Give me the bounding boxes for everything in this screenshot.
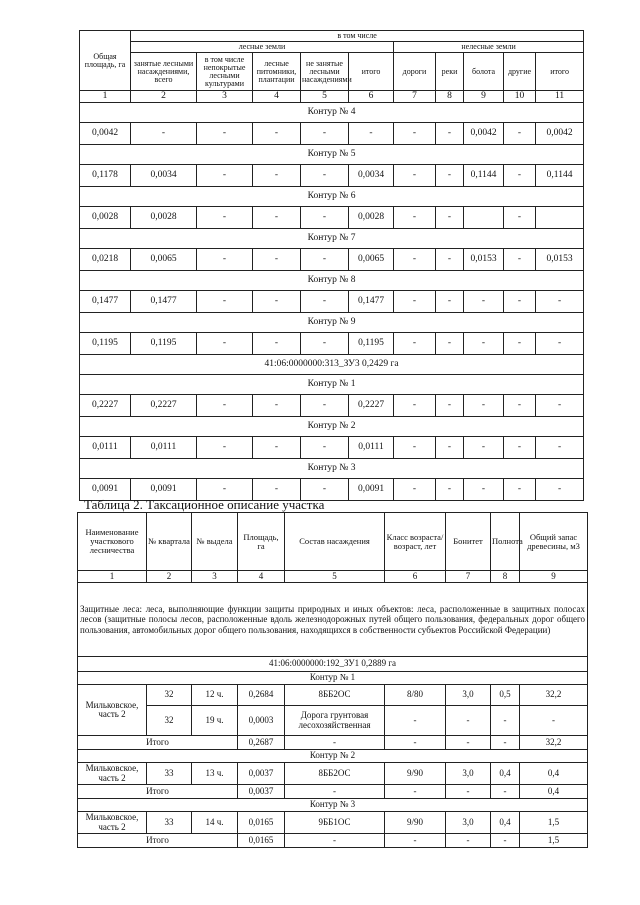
table-cell: 0,1144 xyxy=(464,165,504,187)
contour-label: Контур № 2 xyxy=(78,750,588,763)
cell-composition: 8ББ2ОС xyxy=(285,763,385,785)
total-age: - xyxy=(385,785,446,799)
table-cell: - xyxy=(464,333,504,355)
table-cell: - xyxy=(253,249,301,271)
table-row xyxy=(80,333,584,355)
contour-row xyxy=(78,672,588,685)
table-row xyxy=(80,123,584,145)
table-cell: - xyxy=(253,437,301,459)
table-cell: - xyxy=(394,395,436,417)
header-forest-land: лесные земли xyxy=(131,42,394,53)
section-row xyxy=(80,313,584,333)
table-cell: - xyxy=(504,395,536,417)
table-row xyxy=(80,437,584,459)
cell-composition: Дорога грунтовая лесохозяйственная xyxy=(285,706,385,736)
table-cell: - xyxy=(301,333,349,355)
table-cell: 0,0034 xyxy=(131,165,197,187)
header-bonitet: Бонитет xyxy=(446,513,491,571)
table-cell: - xyxy=(253,395,301,417)
contour-label: 41:06:0000000:313_ЗУ3 0,2429 га xyxy=(80,355,584,375)
column-number: 4 xyxy=(238,571,285,583)
table-cell: - xyxy=(301,207,349,229)
total-density: - xyxy=(491,736,520,750)
forestry-name: Мильковское, часть 2 xyxy=(78,763,147,785)
table-cell: 0,1144 xyxy=(536,165,584,187)
table-row xyxy=(78,812,588,834)
column-number: 1 xyxy=(80,91,131,103)
column-number: 9 xyxy=(464,91,504,103)
contour-label: Контур № 1 xyxy=(80,375,584,395)
total-area: 0,0037 xyxy=(238,785,285,799)
column-number: 9 xyxy=(520,571,588,583)
header-composition: Состав насаждения xyxy=(285,513,385,571)
cell-stock: 0,4 xyxy=(520,763,588,785)
table-cell: - xyxy=(504,165,536,187)
table-cell: - xyxy=(253,333,301,355)
table-cell: 0,0028 xyxy=(80,207,131,229)
contour-label: Контур № 8 xyxy=(80,271,584,291)
table-cell: - xyxy=(436,479,464,501)
total-label: Итого xyxy=(78,834,238,848)
header-swamps: болота xyxy=(464,53,504,91)
cell-age: 9/90 xyxy=(385,812,446,834)
header-area: Площадь, га xyxy=(238,513,285,571)
table-cell: - xyxy=(394,165,436,187)
table-row xyxy=(78,685,588,706)
table-cell: - xyxy=(504,123,536,145)
table-row xyxy=(80,165,584,187)
column-number: 8 xyxy=(436,91,464,103)
table-cell: - xyxy=(253,291,301,313)
contour-row xyxy=(78,799,588,812)
contour-label: Контур № 3 xyxy=(78,799,588,812)
cell-stock: 1,5 xyxy=(520,812,588,834)
header-other: другие xyxy=(504,53,536,91)
total-composition: - xyxy=(285,834,385,848)
header-section: № выдела xyxy=(192,513,238,571)
table-cell: - xyxy=(301,123,349,145)
table-cell: - xyxy=(504,207,536,229)
table-cell: 0,0042 xyxy=(80,123,131,145)
protective-forest-description: Защитные леса: леса, выполняющие функции защиты природных и иных объектов: леса, расположенные в защитных полосах лесов (защитные полосы лесов, расположенные вдоль железнодорожных путей общего пользования, федеральных дорог общего пользования, автомобильных дорог общего пользования, находящихся в собственности субъектов Российской Федерации) xyxy=(78,583,588,657)
header-forest-subtotal: итого xyxy=(349,53,394,91)
table-cell: 0,0153 xyxy=(464,249,504,271)
total-row xyxy=(78,785,588,799)
table-cell: - xyxy=(197,291,253,313)
total-composition: - xyxy=(285,736,385,750)
table-row xyxy=(78,763,588,785)
column-number: 7 xyxy=(446,571,491,583)
table-cell: - xyxy=(301,395,349,417)
table-cell: - xyxy=(131,123,197,145)
header-nurseries: лесные питомники, плантации xyxy=(253,53,301,91)
table-cell: - xyxy=(536,291,584,313)
contour-label: Контур № 1 xyxy=(78,672,588,685)
column-number: 6 xyxy=(349,91,394,103)
total-label: Итого xyxy=(78,785,238,799)
header-rivers: реки xyxy=(436,53,464,91)
table-cell: 0,0042 xyxy=(464,123,504,145)
table-cell: 0,2227 xyxy=(349,395,394,417)
table-cell xyxy=(536,207,584,229)
header-including: в том числе xyxy=(131,31,584,42)
header-unclosed: в том числе непокрытые лесными культурами xyxy=(197,53,253,91)
table-cell: - xyxy=(536,479,584,501)
contour-label: Контур № 4 xyxy=(80,103,584,123)
table-cell: - xyxy=(436,249,464,271)
table-cell: - xyxy=(253,123,301,145)
cell-density: 0,4 xyxy=(491,812,520,834)
table-cell: 0,1477 xyxy=(80,291,131,313)
table-cell: 0,0042 xyxy=(536,123,584,145)
table-cell: - xyxy=(197,165,253,187)
contour-label: Контур № 2 xyxy=(80,417,584,437)
table-row xyxy=(80,291,584,313)
cell-area: 0,0165 xyxy=(238,812,285,834)
header-forestry: Наименование участкового лесничества xyxy=(78,513,147,571)
total-density: - xyxy=(491,834,520,848)
cell-section: 12 ч. xyxy=(192,685,238,706)
section-row xyxy=(80,187,584,207)
cell-density: - xyxy=(491,706,520,736)
total-area: 0,2687 xyxy=(238,736,285,750)
taxation-table xyxy=(77,512,588,848)
table-row xyxy=(80,207,584,229)
column-number: 3 xyxy=(197,91,253,103)
table-cell: 0,0034 xyxy=(349,165,394,187)
cell-section: 19 ч. xyxy=(192,706,238,736)
table-cell: 0,0028 xyxy=(349,207,394,229)
total-composition: - xyxy=(285,785,385,799)
cell-quarter: 32 xyxy=(147,706,192,736)
table-cell: 0,0111 xyxy=(131,437,197,459)
cell-quarter: 33 xyxy=(147,812,192,834)
column-number: 2 xyxy=(131,91,197,103)
cell-bonitet: 3,0 xyxy=(446,685,491,706)
cell-bonitet: 3,0 xyxy=(446,763,491,785)
column-number: 5 xyxy=(285,571,385,583)
total-label: Итого xyxy=(78,736,238,750)
table-cell: - xyxy=(301,291,349,313)
table-cell: 0,1477 xyxy=(131,291,197,313)
total-bonitet: - xyxy=(446,834,491,848)
contour-label: Контур № 9 xyxy=(80,313,584,333)
cell-area: 0,0003 xyxy=(238,706,285,736)
table-cell: - xyxy=(504,249,536,271)
cell-area: 0,2684 xyxy=(238,685,285,706)
total-stock: 1,5 xyxy=(520,834,588,848)
section-row xyxy=(80,103,584,123)
column-number: 2 xyxy=(147,571,192,583)
header-total-area: Общая площадь, га xyxy=(80,31,131,91)
table-cell: - xyxy=(536,395,584,417)
table-cell: - xyxy=(436,123,464,145)
table-cell: 0,0065 xyxy=(349,249,394,271)
table-cell: 0,0111 xyxy=(349,437,394,459)
table-cell: - xyxy=(464,479,504,501)
contour-label: Контур № 3 xyxy=(80,459,584,479)
total-area: 0,0165 xyxy=(238,834,285,848)
table-cell: - xyxy=(394,291,436,313)
column-number: 7 xyxy=(394,91,436,103)
cell-composition: 9ББ1ОС xyxy=(285,812,385,834)
table-cell xyxy=(464,207,504,229)
table-cell: 0,0065 xyxy=(131,249,197,271)
contour-label: Контур № 7 xyxy=(80,229,584,249)
table-cell: - xyxy=(394,333,436,355)
table-cell: 0,1195 xyxy=(349,333,394,355)
section-row xyxy=(80,145,584,165)
cell-density: 0,4 xyxy=(491,763,520,785)
table-cell: - xyxy=(197,395,253,417)
table-row xyxy=(80,249,584,271)
table-row xyxy=(78,706,588,736)
table-cell: 0,1477 xyxy=(349,291,394,313)
cell-quarter: 32 xyxy=(147,685,192,706)
table-cell: 0,1195 xyxy=(80,333,131,355)
cell-age: 9/90 xyxy=(385,763,446,785)
table-cell: - xyxy=(394,207,436,229)
section-row xyxy=(80,229,584,249)
column-number: 5 xyxy=(301,91,349,103)
header-nonforest-land: нелесные земли xyxy=(394,42,584,53)
table-cell: - xyxy=(197,123,253,145)
total-age: - xyxy=(385,834,446,848)
total-age: - xyxy=(385,736,446,750)
table-cell: - xyxy=(536,437,584,459)
column-number: 3 xyxy=(192,571,238,583)
table-cell: - xyxy=(504,479,536,501)
column-number: 11 xyxy=(536,91,584,103)
header-age-class: Класс возраста/ возраст, лет xyxy=(385,513,446,571)
forestry-name: Мильковское, часть 2 xyxy=(78,685,147,736)
table-cell: - xyxy=(394,123,436,145)
table-cell: - xyxy=(197,207,253,229)
table-cell: 0,1178 xyxy=(80,165,131,187)
column-number: 8 xyxy=(491,571,520,583)
cell-section: 14 ч. xyxy=(192,812,238,834)
column-number: 6 xyxy=(385,571,446,583)
table-cell: - xyxy=(253,165,301,187)
cell-age: 8/80 xyxy=(385,685,446,706)
column-number: 10 xyxy=(504,91,536,103)
table-cell: - xyxy=(197,333,253,355)
table-cell: - xyxy=(464,395,504,417)
table-cell: - xyxy=(436,437,464,459)
table-cell: - xyxy=(301,249,349,271)
table-cell: - xyxy=(197,437,253,459)
table-cell: - xyxy=(504,333,536,355)
table-cell: - xyxy=(464,291,504,313)
table-cell: - xyxy=(464,437,504,459)
table-cell: - xyxy=(394,249,436,271)
table-cell: - xyxy=(504,291,536,313)
header-density: Полнота xyxy=(491,513,520,571)
cell-bonitet: - xyxy=(446,706,491,736)
plot-label: 41:06:0000000:192_ЗУ1 0,2889 га xyxy=(78,657,588,672)
table-cell: - xyxy=(436,333,464,355)
cell-age: - xyxy=(385,706,446,736)
table-cell: 0,1195 xyxy=(131,333,197,355)
table-cell: 0,0028 xyxy=(131,207,197,229)
table-cell: - xyxy=(349,123,394,145)
total-row xyxy=(78,736,588,750)
column-number: 4 xyxy=(253,91,301,103)
cell-area: 0,0037 xyxy=(238,763,285,785)
section-row xyxy=(80,375,584,395)
table-cell: - xyxy=(504,437,536,459)
header-quarter: № квартала xyxy=(147,513,192,571)
table-cell: - xyxy=(301,165,349,187)
land-area-table xyxy=(79,30,584,501)
cell-quarter: 33 xyxy=(147,763,192,785)
cell-density: 0,5 xyxy=(491,685,520,706)
table-cell: - xyxy=(253,207,301,229)
total-stock: 32,2 xyxy=(520,736,588,750)
cell-stock: 32,2 xyxy=(520,685,588,706)
table-cell: - xyxy=(436,291,464,313)
table-cell: - xyxy=(253,479,301,501)
table-cell: 0,0091 xyxy=(131,479,197,501)
table-cell: - xyxy=(394,479,436,501)
table2-title: Таблица 2. Таксационное описание участка xyxy=(84,497,325,512)
header-roads: дороги xyxy=(394,53,436,91)
contour-label: Контур № 6 xyxy=(80,187,584,207)
table-cell: 0,0153 xyxy=(536,249,584,271)
total-density: - xyxy=(491,785,520,799)
header-nonforest-total: итого xyxy=(536,53,584,91)
table-row xyxy=(80,395,584,417)
table-cell: - xyxy=(197,249,253,271)
section-row xyxy=(80,355,584,375)
cell-stock: - xyxy=(520,706,588,736)
section-row xyxy=(80,417,584,437)
column-number: 1 xyxy=(78,571,147,583)
total-bonitet: - xyxy=(446,736,491,750)
cell-composition: 8ББ2ОС xyxy=(285,685,385,706)
table-cell: 0,0091 xyxy=(80,479,131,501)
total-bonitet: - xyxy=(446,785,491,799)
table-cell: 0,0218 xyxy=(80,249,131,271)
table-cell: - xyxy=(394,437,436,459)
header-stock: Общий запас древесины, м3 xyxy=(520,513,588,571)
table-cell: 0,0111 xyxy=(80,437,131,459)
section-row xyxy=(80,271,584,291)
total-stock: 0,4 xyxy=(520,785,588,799)
table-cell: - xyxy=(301,479,349,501)
section-row xyxy=(80,459,584,479)
table-cell: 0,2227 xyxy=(131,395,197,417)
total-row xyxy=(78,834,588,848)
cell-section: 13 ч. xyxy=(192,763,238,785)
forestry-name: Мильковское, часть 2 xyxy=(78,812,147,834)
table-cell: 0,0091 xyxy=(349,479,394,501)
table-cell: - xyxy=(436,165,464,187)
table-cell: - xyxy=(197,479,253,501)
header-occupied: занятые лесными насаждениями, всего xyxy=(131,53,197,91)
table-cell: 0,2227 xyxy=(80,395,131,417)
header-unoccupied: не занятые лесными насаждениями xyxy=(301,53,349,91)
table-cell: - xyxy=(536,333,584,355)
table-cell: - xyxy=(436,395,464,417)
contour-label: Контур № 5 xyxy=(80,145,584,165)
table-cell: - xyxy=(301,437,349,459)
contour-row xyxy=(78,750,588,763)
table-cell: - xyxy=(436,207,464,229)
cell-bonitet: 3,0 xyxy=(446,812,491,834)
